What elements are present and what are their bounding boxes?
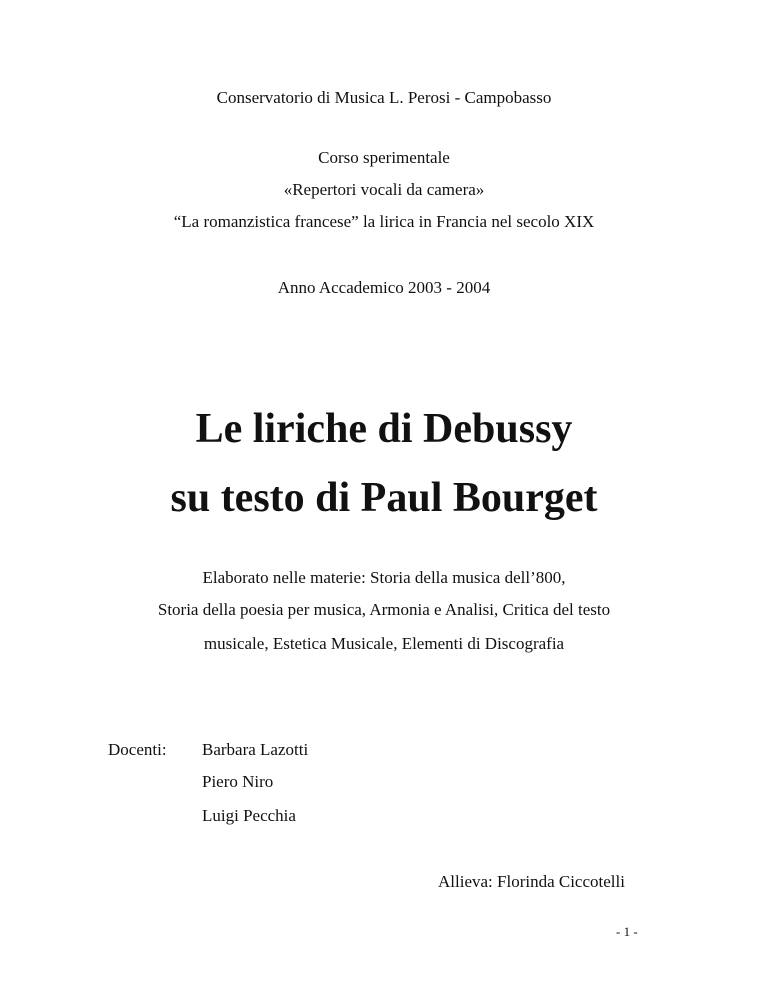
document-title-line-1: Le liriche di Debussy: [195, 406, 573, 452]
subjects-line-1: Elaborato nelle materie: Storia della musica dell’800,: [202, 568, 566, 587]
student-line: Allieva: Florinda Ciccotelli: [438, 872, 625, 891]
course-name-line: «Repertori vocali da camera»: [283, 180, 485, 199]
teacher-name-2: Piero Niro: [202, 772, 274, 791]
subjects-line-3: musicale, Estetica Musicale, Elementi di Discografia: [203, 634, 565, 653]
institution-line: Conservatorio di Musica L. Perosi - Campobasso: [216, 88, 552, 107]
academic-year-line: Anno Accademico 2003 - 2004: [277, 278, 491, 297]
page-number: - 1 -: [616, 924, 638, 939]
teacher-name-1: Barbara Lazotti: [202, 740, 309, 759]
teacher-name-3: Luigi Pecchia: [202, 806, 296, 825]
subjects-line-2: Storia della poesia per musica, Armonia e Analisi, Critica del testo: [157, 600, 611, 619]
course-type-line: Corso sperimentale: [318, 148, 450, 167]
course-topic-line: “La romanzistica francese” la lirica in Francia nel secolo XIX: [173, 212, 595, 231]
document-title-line-2: su testo di Paul Bourget: [170, 475, 598, 521]
teachers-label: Docenti:: [108, 740, 167, 759]
